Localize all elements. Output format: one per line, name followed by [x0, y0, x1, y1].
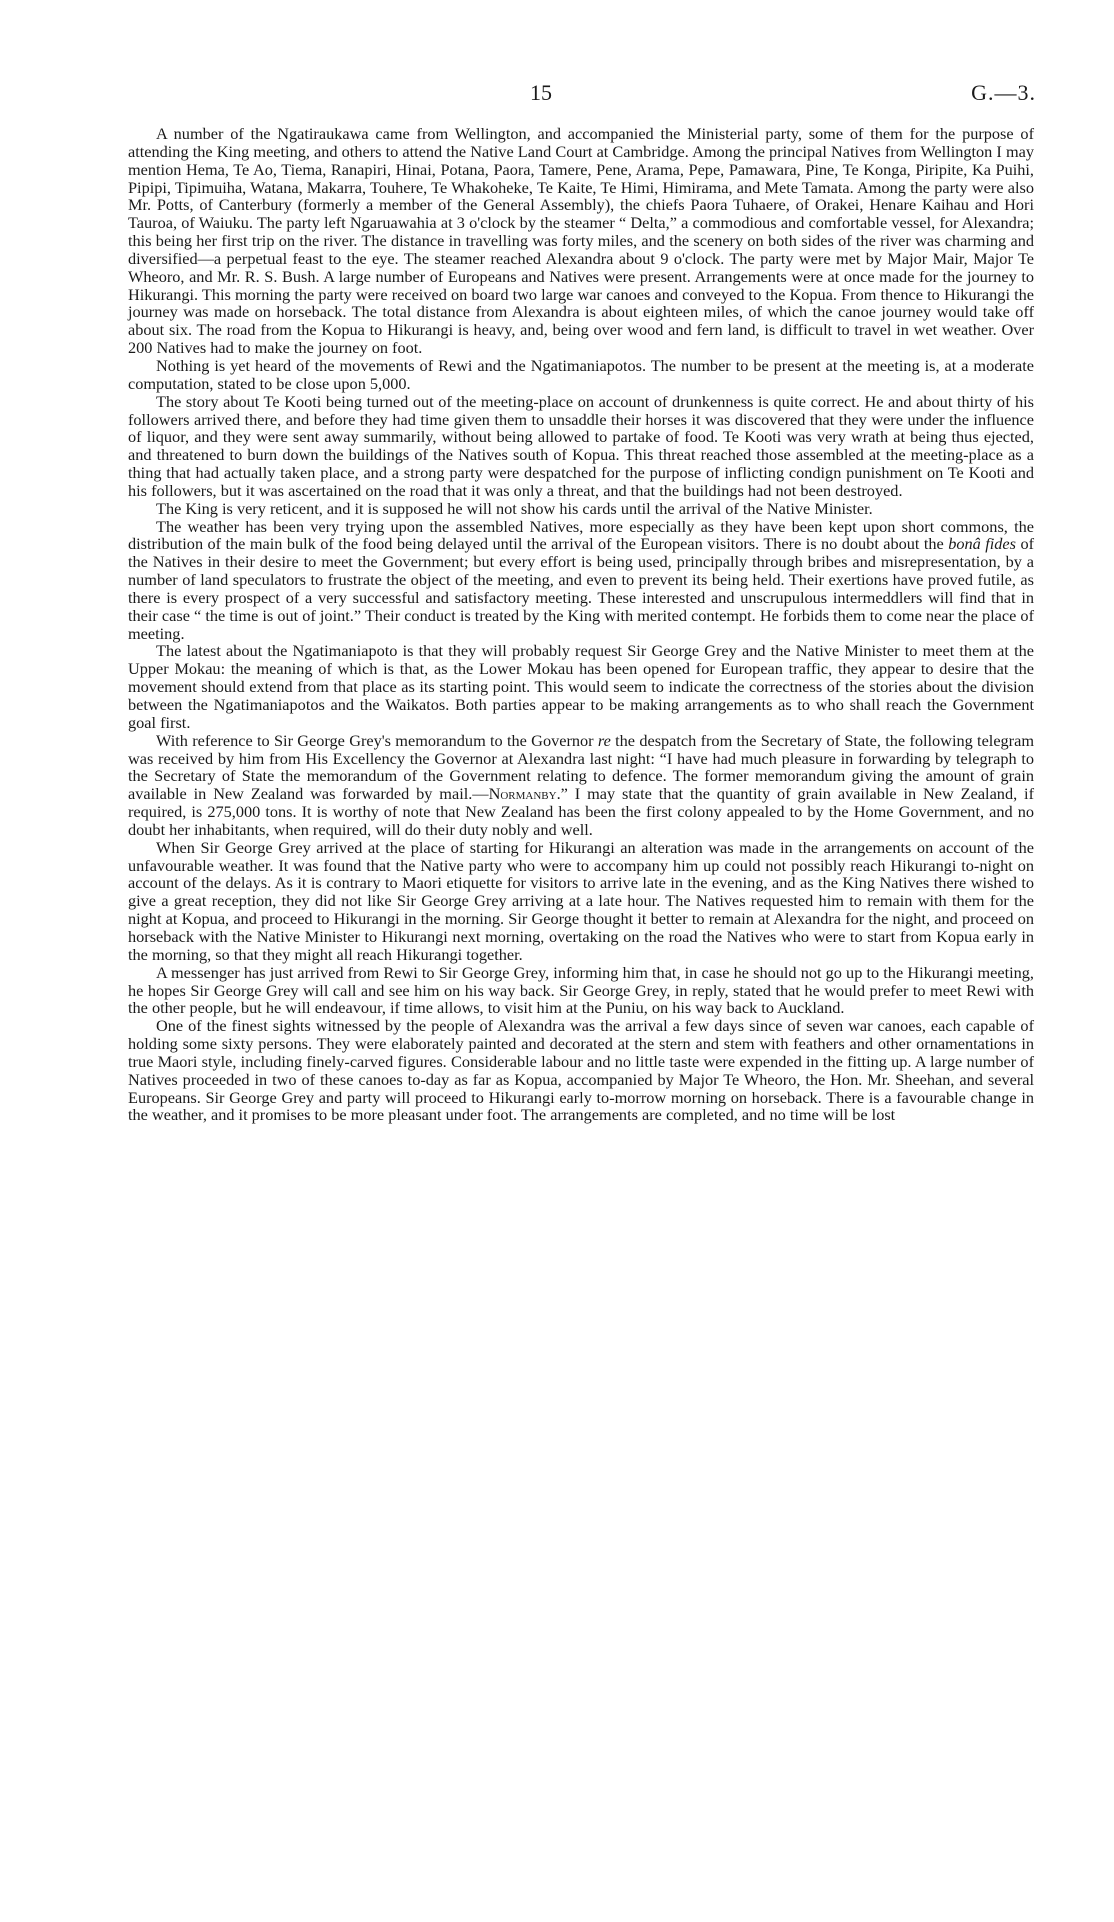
italic-text: bonâ fides: [948, 534, 1016, 554]
paragraph: When Sir George Grey arrived at the place of starting for Hikurangi an alteration was made in the arrangements on account of the unfavourable weather. It was found that the Native party who were to accompany him up could not possibly reach Hikurangi to-night on account of the delays. As it is contrary to Maori etiquette for visitors to arrive late in the evening, and as the King Natives there wished to give a great reception, they did not like Sir George Grey arriving at a late hour. The Natives requested him to remain with them for the night at Kopua, and proceed to Hikurangi in the morning. Sir George thought it better to remain at Alexandra for the night, and proceed on horseback with the Native Minister to Hikurangi next morning, overtaking on the road the Natives who were to start from Kopua early in the morning, so that they might all reach Hikurangi together.: [128, 837, 1034, 964]
document-reference: G.—3.: [971, 80, 1036, 105]
paragraph: The King is very reticent, and it is supposed he will not show his cards until the arrival of the Native Minister.: [156, 498, 873, 518]
paragraph-text: .” I may state that the quantity of grain available in New Zealand, if required, is 275,000 tons. It is worthy of note that New Zealand has been the first colony appealed to by the Home Government, and no doubt her inhabitants, when required, will do their duty nobly and well.: [128, 784, 1034, 839]
paragraph: Nothing is yet heard of the movements of Rewi and the Ngatimaniapotos. The number to be present at the meeting is, at a moderate computation, stated to be close upon 5,000.: [128, 355, 1034, 393]
paragraph-text: With reference to Sir George Grey's memorandum to the Governor: [156, 730, 598, 750]
paragraph: A number of the Ngatiraukawa came from Wellington, and accompanied the Ministerial party, some of them for the purpose of attending the King meeting, and others to attend the Native Land Court at Cambridge. Among the principal Natives from Wellington I may mention Hema, Te Ao, Tiema, Ranapiri, Hinai, Potana, Paora, Tamere, Pene, Arama, Pepe, Pamawara, Pine, Te Konga, Piripite, Ka Puihi, Pipipi, Tipimuiha, Watana, Makarra, Touhere, Te Whakoheke, Te Kaite, Te Himi, Himirama, and Mete Tamata. Among the party were also Mr. Potts, of Canterbury (formerly a member of the General Assembly), the chiefs Paora Tuhaere, of Orakei, Henare Kaihau and Hori Tauroa, of Waiuku. The party left Ngaruawahia at 3 o'clock by the steamer “ Delta,” a commodious and comfortable vessel, for Alexandra; this being her first trip on the river. The distance in travelling was forty miles, and the scenery on both sides of the river was charming and diversified—a perpetual feast to the eye. The steamer reached Alexandra about 9 o'clock. The party were met by Major Mair, Major Te Wheoro, and Mr. R. S. Bush. A large number of Europeans and Natives were present. Arrangements were at once made for the journey to Hikurangi. This morning the party were received on board two large war canoes and conveyed to the Kopua. From thence to Hikurangi the journey was made on horseback. The total distance from Alexandra is about eighteen miles, of which the canoe journey would take off about six. The road from the Kopua to Hikurangi is heavy, and, being over wood and fern land, is difficult to travel in wet weather. Over 200 Natives had to make the journey on foot.: [128, 124, 1034, 358]
paragraph: The story about Te Kooti being turned out of the meeting-place on account of drunkenness is quite correct. He and about thirty of his followers arrived there, and before they had time given them to unsaddle their horses it was discovered that they were under the influence of liquor, and they were sent away summarily, without being allowed to partake of food. Te Kooti was very wrath at being thus ejected, and threatened to burn down the buildings of the Natives south of Kopua. This threat reached those assembled at the meeting-place as a thing that had actually taken place, and a strong party were despatched for the purpose of inflicting condign punishment on Te Kooti and his followers, but it was ascertained on the road that it was only a threat, and that the buildings had not been destroyed.: [128, 391, 1034, 500]
paragraph-text: of the Natives in their desire to meet the Government; but every effort is being used, principally through bribes and misrepresentation, by a number of land speculators to frustrate the object of the meeting, and even to prevent its being held. Their exertions have proved futile, as there is every prospect of a very successful and satisfactory meeting. These interested and unscrupulous intermeddlers will find that in their case “ the time is out of joint.” Their conduct is treated by the King with merited contempt. He forbids them to come near the place of meeting.: [128, 534, 1035, 643]
paragraph: [128, 518, 1034, 643]
paragraph: One of the finest sights witnessed by the people of Alexandra was the arrival a few days since of seven war canoes, each capable of holding some sixty persons. They were elaborately painted and decorated at the stern and stem with feathers and other ornamentations in true Maori style, including finely-carved figures. Considerable labour and no little taste were expended in the fitting up. A large number of Natives proceeded in two of these canoes to-day as far as Kopua, accompanied by Major Te Wheoro, the Hon. Mr. Sheehan, and several Europeans. Sir George Grey and party will proceed to Hikurangi early to-morrow morning on horseback. There is a favourable change in the weather, and it promises to be more pleasant under foot. The arrangements are completed, and no time will be lost: [128, 1016, 1034, 1125]
body-text: [128, 125, 1034, 1124]
small-caps-signature: Normanby: [488, 784, 557, 804]
paragraph-text: the despatch from the Secretary of State, the following telegram was received by him from His Excellency the Governor at Alexandra last night: “I have had much pleasure in forwarding by telegraph to the Secretary of State the memorandum of the Government relating to defence. The former memorandum giving the amount of grain available in New Zealand was forwarded by mail.—: [128, 730, 1034, 804]
paragraph: A messenger has just arrived from Rewi to Sir George Grey, informing him that, in case he should not go up to the Hikurangi meeting, he hopes Sir George Grey will call and see him on his way back. Sir George Grey, in reply, stated that he would prefer to meet Rewi with the other people, but he will endeavour, if time allows, to visit him at the Puniu, on his way back to Auckland.: [128, 962, 1034, 1018]
paragraph-text: The weather has been very trying upon the assembled Natives, more especially as they have been kept upon short commons, the distribution of the main bulk of the food being delayed until the arrival of the European visitors. There is no doubt about the: [128, 516, 1034, 554]
italic-text: re: [597, 730, 611, 750]
paragraph: The latest about the Ngatimaniapoto is that they will probably request Sir George Grey and the Native Minister to meet them at the Upper Mokau: the meaning of which is that, as the Lower Mokau has been opened for European traffic, they appear to desire that the movement should extend from that place as its starting point. This would seem to indicate the correctness of the stories about the division between the Ngatimaniapotos and the Waikatos. Both parties appear to be making arrangements as to who shall reach the Government goal first.: [128, 641, 1034, 732]
page-number: 15: [530, 80, 552, 105]
paragraph: [128, 732, 1034, 839]
